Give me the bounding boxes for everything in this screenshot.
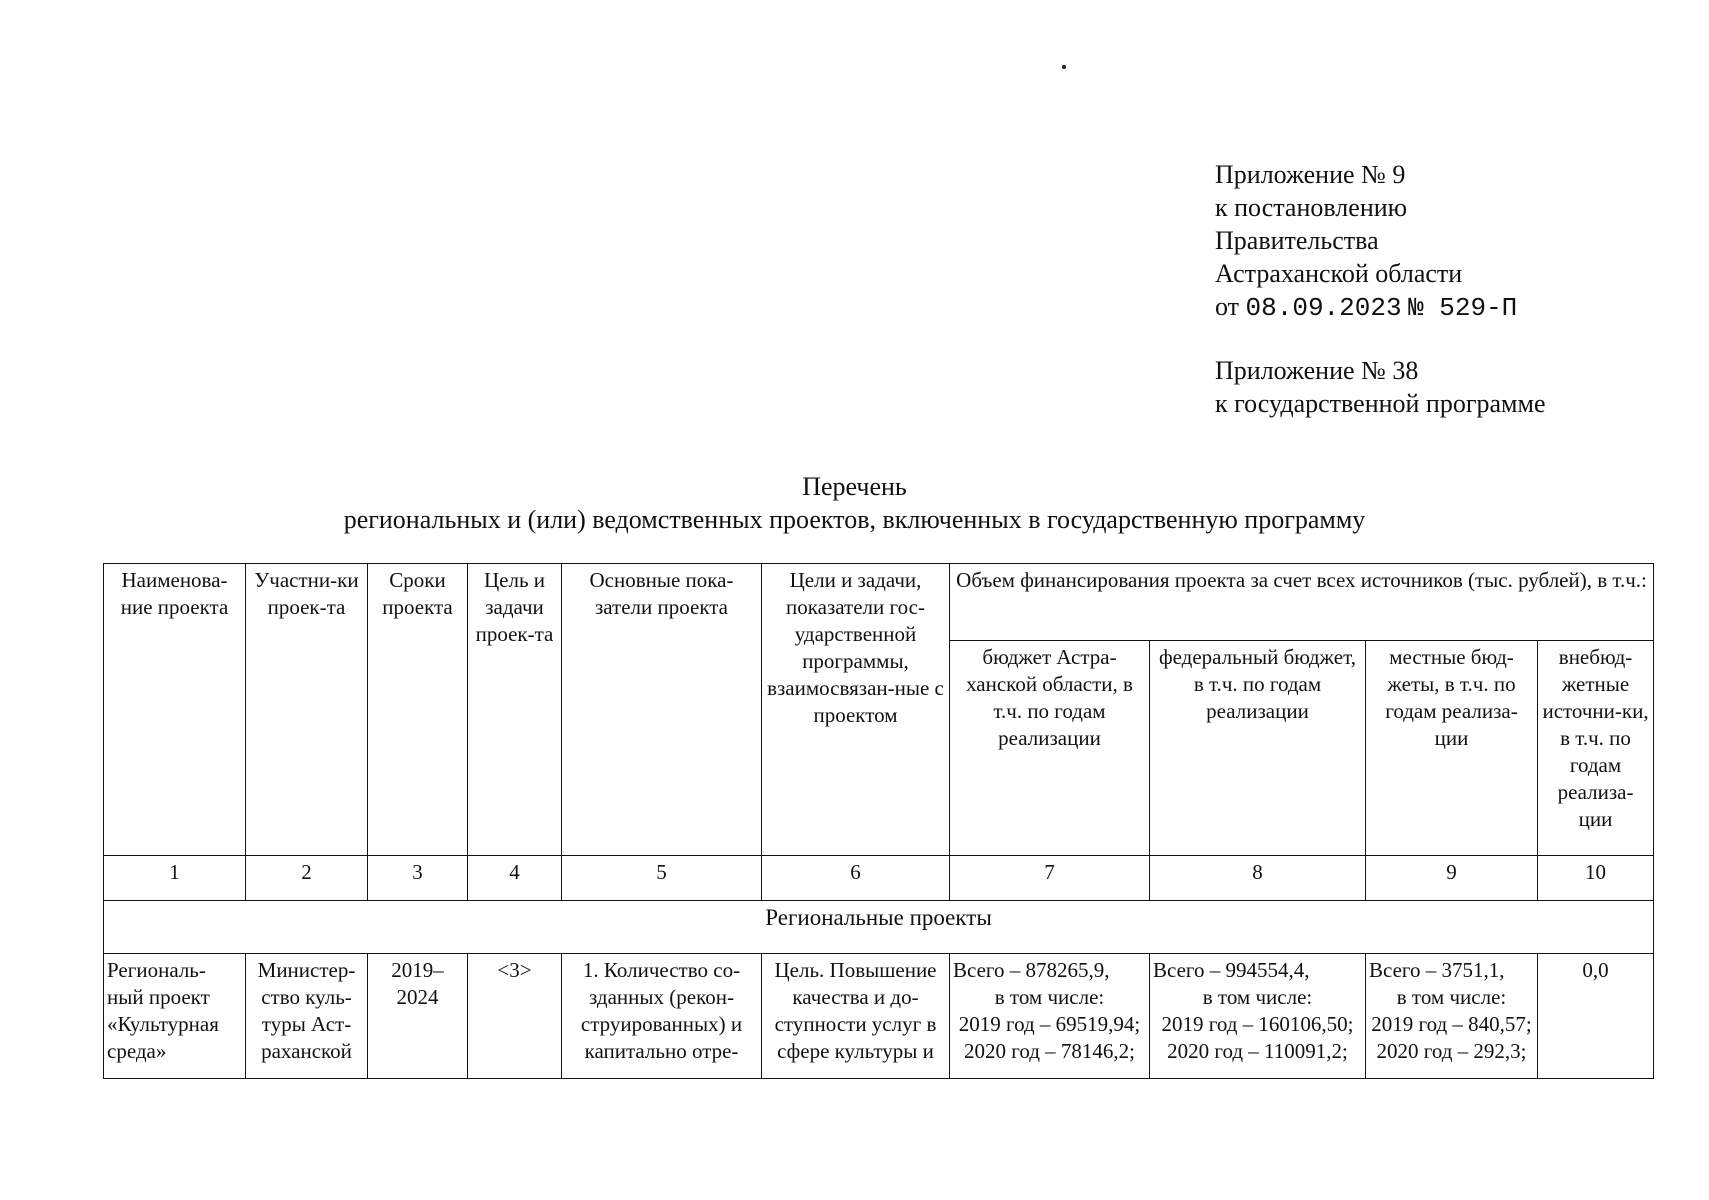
column-number: 8	[1150, 856, 1366, 901]
header-regional-budget: бюджет Астра-ханской области, в т.ч. по годам реализации	[950, 641, 1150, 856]
program-appendix-header	[1215, 354, 1546, 420]
column-number: 4	[468, 856, 562, 901]
cell-participants: Министер-ство куль-туры Аст-раханской	[246, 954, 368, 1079]
cell-local-budgets	[1366, 954, 1538, 1079]
cell-regional-budget	[950, 954, 1150, 1079]
scan-dot	[1062, 65, 1066, 69]
column-number: 7	[950, 856, 1150, 901]
budget-2019: 2019 год – 160106,50;	[1161, 1012, 1354, 1036]
cell-federal-budget	[1150, 954, 1366, 1079]
table-row	[104, 954, 1654, 1079]
header-line: Астраханской области	[1215, 259, 1463, 288]
budget-2020: 2020 год – 78146,2;	[963, 1039, 1135, 1063]
budget-2019: 2019 год – 840,57;	[1371, 1012, 1532, 1036]
budget-sub: в том числе:	[1396, 985, 1507, 1009]
header-program-goals: Цели и задачи, показатели гос-ударственной программы, взаимосвязан-ные с проектом	[762, 564, 950, 856]
header-line: к государственной программе	[1215, 389, 1546, 418]
cell-indicators: 1. Количество со-зданных (рекон-струированных) и капитально отре-	[562, 954, 762, 1079]
budget-sub: в том числе:	[1202, 985, 1313, 1009]
budget-total: Всего – 878265,9,	[953, 958, 1110, 982]
header-extrabudgetary: внебюд-жетные источни-ки, в т.ч. по годам реализа-ции	[1538, 641, 1654, 856]
header-line: к постановлению	[1215, 193, 1408, 222]
column-number: 1	[104, 856, 246, 901]
header-participants: Участни-ки проек-та	[246, 564, 368, 856]
cell-extrabudgetary: 0,0	[1538, 954, 1654, 1079]
decree-date: 08.09.2023	[1245, 293, 1402, 323]
budget-2019: 2019 год – 69519,94;	[958, 1012, 1141, 1036]
header-federal-budget: федеральный бюджет, в т.ч. по годам реализации	[1150, 641, 1366, 856]
header-indicators: Основные пока-затели проекта	[562, 564, 762, 856]
column-number: 2	[246, 856, 368, 901]
cell-program-goals: Цель. Повышение качества и до-ступности услуг в сфере культуры и	[762, 954, 950, 1079]
header-funding: Объем финансирования проекта за счет всех источников (тыс. рублей), в т.ч.:	[950, 564, 1654, 641]
header-terms: Сроки проекта	[368, 564, 468, 856]
column-number: 9	[1366, 856, 1538, 901]
projects-table	[103, 563, 1654, 1079]
section-title: Региональные проекты	[104, 901, 1654, 954]
budget-sub: в том числе:	[994, 985, 1105, 1009]
header-line: Правительства	[1215, 226, 1379, 255]
budget-2020: 2020 год – 292,3;	[1376, 1039, 1527, 1063]
decree-number: № 529-П	[1408, 293, 1518, 323]
cell-goals: <3>	[468, 954, 562, 1079]
column-number: 3	[368, 856, 468, 901]
appendix-header	[1215, 158, 1517, 325]
date-prefix: от	[1215, 292, 1240, 321]
header-line: Приложение № 38	[1215, 356, 1419, 385]
header-project-name: Наименова-ние проекта	[104, 564, 246, 856]
decree-reference	[1215, 290, 1517, 325]
column-number: 5	[562, 856, 762, 901]
header-goals: Цель и задачи проек-та	[468, 564, 562, 856]
budget-total: Всего – 3751,1,	[1369, 958, 1505, 982]
cell-project-name: Региональ-ный проект «Культурная среда»	[104, 954, 246, 1079]
header-local-budgets: местные бюд-жеты, в т.ч. по годам реализа-ции	[1366, 641, 1538, 856]
header-line: Приложение № 9	[1215, 160, 1406, 189]
budget-total: Всего – 994554,4,	[1153, 958, 1310, 982]
column-number: 10	[1538, 856, 1654, 901]
column-numbers-row	[104, 856, 1654, 901]
document-title	[0, 470, 1709, 536]
column-number: 6	[762, 856, 950, 901]
title-line-1: Перечень	[802, 472, 907, 501]
cell-terms: 2019–2024	[368, 954, 468, 1079]
title-line-2: региональных и (или) ведомственных проектов, включенных в государственную программу	[343, 505, 1366, 534]
budget-2020: 2020 год – 110091,2;	[1167, 1039, 1348, 1063]
